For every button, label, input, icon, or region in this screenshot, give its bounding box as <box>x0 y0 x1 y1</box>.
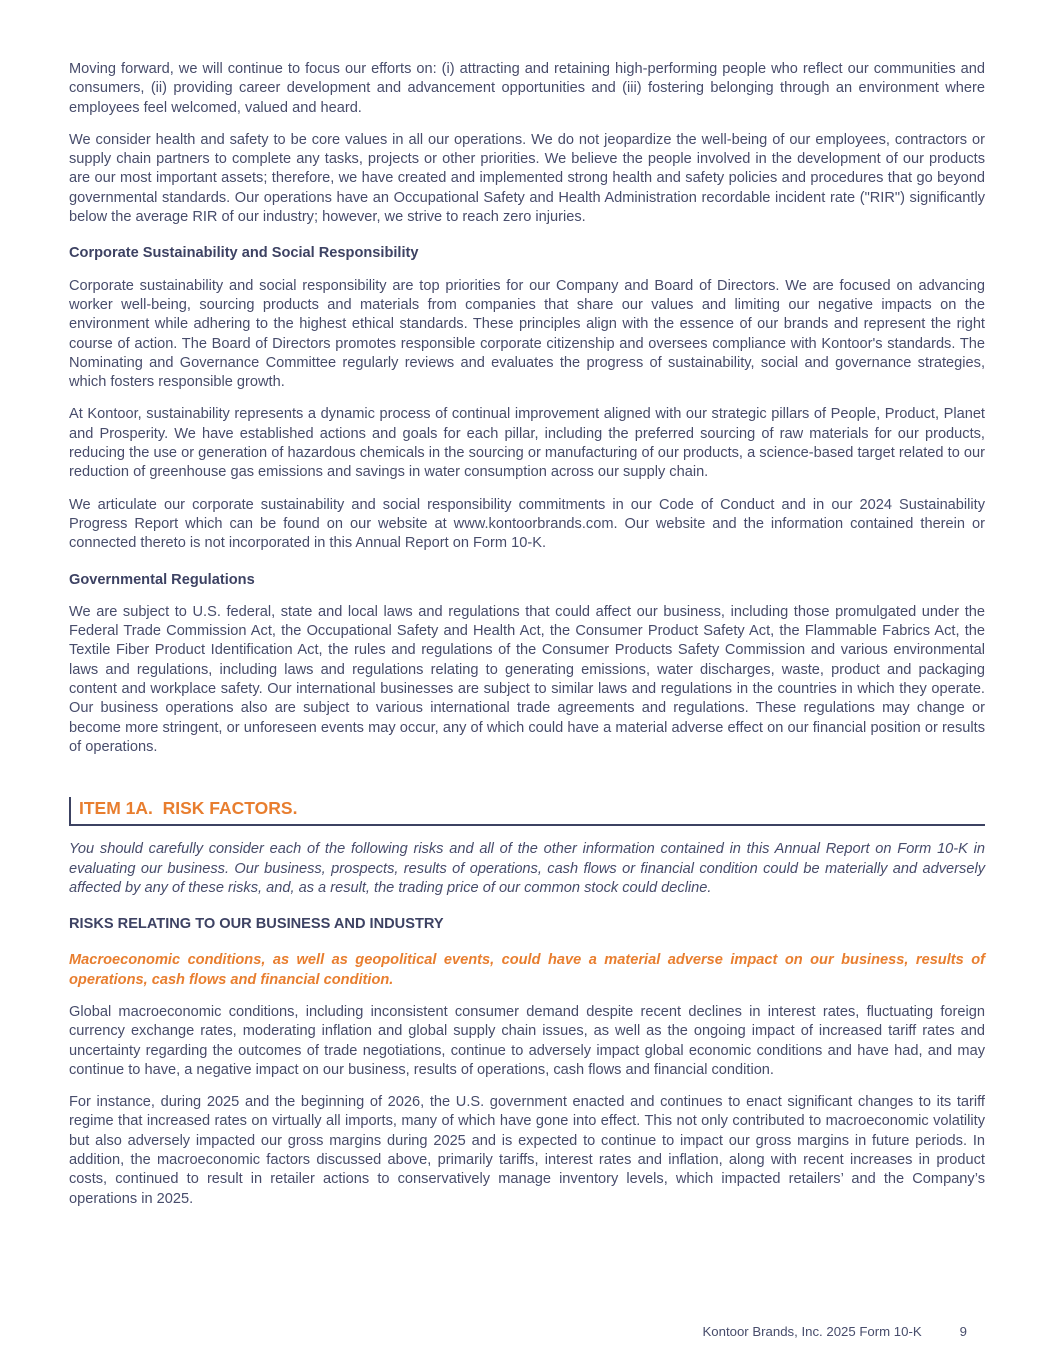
footer-company-line: Kontoor Brands, Inc. 2025 Form 10-K <box>702 1324 922 1339</box>
risk-statement-macroeconomic: Macroeconomic conditions, as well as geopolitical events, could have a material adverse impact on our business, results of operations, cash flows and financial condition. <box>69 952 985 988</box>
footer-page-number: 9 <box>959 1324 967 1339</box>
paragraph-moving-forward: Moving forward, we will continue to focus our efforts on: (i) attracting and retaining high-performing people who reflect our communities and consumers, (ii) providing career development and advancement opportunities and (iii) fostering belonging through an environment where employees feel welcomed, valued and heard. <box>69 61 985 116</box>
paragraph-sustainability-2: At Kontoor, sustainability represents a dynamic process of continual improvement aligned with our strategic pillars of People, Product, Planet and Prosperity. We have established actions and goals for each pillar, including the preferred sourcing of raw materials for our products, reducing the use or generation of hazardous chemicals in the sourcing or manufacturing of our products, a science-based target related to our reduction of greenhouse gas emissions and savings in water consumption across our supply chain. <box>69 406 985 481</box>
paragraph-macroeconomic-1: Global macroeconomic conditions, including inconsistent consumer demand despite recent declines in interest rates, fluctuating foreign currency exchange rates, moderating inflation and global supply chain issues, as well as the ongoing impact of increased tariff rates and uncertainty regarding the outcomes of trade negotiations, continue to adversely impact global economic conditions and have had, and may continue to have, a negative impact on our business, results of operations, cash flows and financial condition. <box>69 1003 985 1078</box>
paragraph-health-safety: We consider health and safety to be core values in all our operations. We do not jeopardize the well-being of our employees, contractors or supply chain partners to complete any tasks, projects or other priorities. We believe the people involved in the development of our products are our most important assets; therefore, we have created and implemented strong health and safety policies and procedures that go beyond governmental standards. Our operations have an Occupational Safety and Health Administration recordable incident rate ("RIR") significantly below the average RIR of our industry; however, we strive to reach zero injuries. <box>69 131 985 226</box>
document-content <box>69 60 985 1222</box>
item-1a-heading-rule <box>69 797 985 826</box>
page-footer <box>702 1324 967 1339</box>
heading-corporate-sustainability: Corporate Sustainability and Social Responsibility <box>69 245 419 262</box>
paragraph-governmental-regulations: We are subject to U.S. federal, state and local laws and regulations that could affect our business, including those promulgated under the Federal Trade Commission Act, the Occupational Safety and Health Act, the Consumer Product Safety Act, the Flammable Fabrics Act, the Textile Fiber Product Identification Act, the rules and regulations of the Consumer Products Safety Commission and various environmental laws and regulations, including laws and regulations relating to generating emissions, water discharges, waste, product and packaging content and workplace safety. Our international businesses are subject to similar laws and regulations in the countries in which they operate. Our business operations also are subject to various international trade agreements and regulations. These regulations may change or become more stringent, or unforeseen events may occur, any of which could have a material adverse effect on our financial position or results of operations. <box>69 603 985 755</box>
paragraph-sustainability-1: Corporate sustainability and social responsibility are top priorities for our Company and Board of Directors. We are focused on advancing worker well-being, sourcing products and materials from companies that share our values and limiting our negative impacts on the environment while adhering to the highest ethical standards. These principles align with the essence of our brands and represent the right course of action. The Board of Directors promotes responsible corporate citizenship and oversees compliance with Kontoor's standards. The Nominating and Governance Committee regularly reviews and evaluates the progress of sustainability, social and governance strategies, which fosters responsible growth. <box>69 277 985 391</box>
paragraph-macroeconomic-2: For instance, during 2025 and the beginning of 2026, the U.S. government enacted and continues to enact significant changes to its tariff regime that increased rates on virtually all imports, many of which have gone into effect. This not only contributed to macroeconomic volatility but also adversely impacted our gross margins during 2025 and is expected to continue to impact our gross margins in future periods. In addition, the macroeconomic factors discussed above, primarily tariffs, interest rates and inflation, along with recent increases in product costs, continued to result in retailer actions to conservatively manage inventory levels, which impacted retailers’ and the Company’s operations in 2025. <box>69 1094 985 1207</box>
paragraph-sustainability-3: We articulate our corporate sustainability and social responsibility commitments in our Code of Conduct and in our 2024 Sustainability Progress Report which can be found on our website at www.kontoorbrands.com. Our website and the information contained therein or connected thereto is not incorporated in this Annual Report on Form 10-K. <box>69 496 985 552</box>
heading-risks-relating: RISKS RELATING TO OUR BUSINESS AND INDUSTRY <box>69 916 444 933</box>
heading-governmental-regulations: Governmental Regulations <box>69 571 255 588</box>
item-1a-risk-factors-heading: ITEM 1A. RISK FACTORS. <box>79 798 298 819</box>
paragraph-risk-intro-italic: You should carefully consider each of the following risks and all of the other information contained in this Annual Report on Form 10-K in evaluating our business. Our business, prospects, results of operations, cash flows or financial condition could be materially and adversely affected by any of these risks, and, as a result, the trading price of our common stock could decline. <box>69 841 985 896</box>
